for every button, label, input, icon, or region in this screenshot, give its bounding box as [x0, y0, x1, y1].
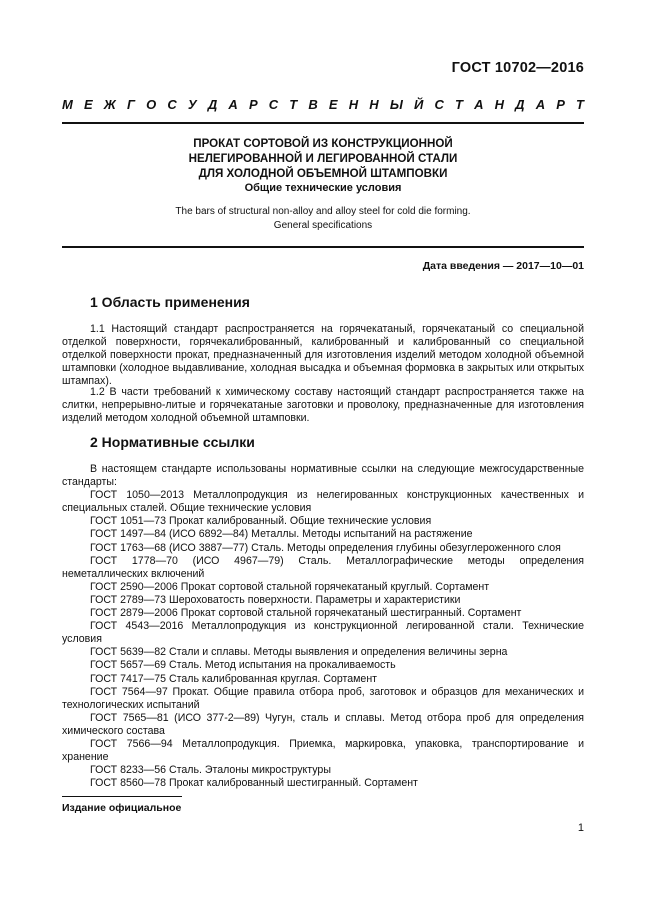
reference-item: ГОСТ 5657—69 Сталь. Метод испытания на прокаливаемость [90, 659, 396, 672]
section-2-heading: 2 Нормативные ссылки [90, 434, 255, 450]
references-intro: В настоящем стандарте использованы нормативные ссылки на следующие межгосударственные стандарты: [62, 463, 584, 489]
reference-item: ГОСТ 5639—82 Стали и сплавы. Методы выявления и определения величины зерна [90, 646, 508, 659]
section-1-paragraph-1: 1.1 Настоящий стандарт распространяется на горячекатаный, горячекатаный со специальной отделкой поверхности, горячекалиброванный, калиброванный и калиброванный со специальной отделкой поверхности прокат, предназначенный для изготовления изделий методом холодной объемной штамповки (холодное выдавливание, холодная высадка и объемная формовка в закрытых или открытых штампах). [62, 323, 584, 388]
title-line-3: ДЛЯ ХОЛОДНОЙ ОБЪЕМНОЙ ШТАМПОВКИ [198, 167, 448, 180]
gost-code: ГОСТ 10702—2016 [451, 60, 584, 76]
reference-item: ГОСТ 7417—75 Сталь калиброванная круглая. Сортамент [90, 672, 378, 685]
reference-item: ГОСТ 1051—73 Прокат калиброванный. Общие технические условия [90, 515, 432, 528]
document-title [62, 136, 584, 196]
english-title [62, 205, 584, 232]
english-title-line-2: General specifications [273, 219, 373, 231]
reference-item: ГОСТ 7566—94 Металлопродукция. Приемка, маркировка, упаковка, транспортирование и хранение [62, 737, 584, 764]
reference-item: ГОСТ 8233—56 Сталь. Эталоны микроструктуры [90, 764, 331, 777]
reference-item: ГОСТ 4543—2016 Металлопродукция из конструкционной легированной стали. Технические условия [62, 620, 584, 646]
reference-item: ГОСТ 2590—2006 Прокат сортовой стальной горячекатаный круглый. Сортамент [90, 580, 490, 593]
introduction-date: Дата введения — 2017—10—01 [422, 260, 584, 272]
interstate-standard-label: М Е Ж Г О С У Д А Р С Т В Е Н Н Ы Й С Т А Н Д А Р Т [62, 97, 584, 112]
official-edition-label: Издание официальное [62, 802, 182, 814]
normative-references [62, 463, 584, 790]
reference-item: ГОСТ 1763—68 (ИСО 3887—77) Сталь. Методы определения глубины обезуглероженного слоя [90, 541, 561, 554]
reference-item: ГОСТ 8560—78 Прокат калиброванный шестигранный. Сортамент [90, 777, 418, 790]
title-line-1: ПРОКАТ СОРТОВОЙ ИЗ КОНСТРУКЦИОННОЙ [193, 137, 453, 150]
header-divider [62, 122, 584, 124]
english-title-line-1: The bars of structural non-alloy and alloy steel for cold die forming. [175, 206, 471, 217]
footer-divider [62, 796, 182, 797]
reference-item: ГОСТ 1497—84 (ИСО 6892—84) Металлы. Методы испытаний на растяжение [90, 528, 473, 541]
reference-item: ГОСТ 1050—2013 Металлопродукция из нелегированных конструкционных качественных и специальных сталей. Общие технические условия [62, 489, 584, 515]
reference-item: ГОСТ 2879—2006 Прокат сортовой стальной горячекатаный шестигранный. Сортамент [90, 607, 522, 620]
title-divider [62, 246, 584, 248]
reference-item: ГОСТ 2789—73 Шероховатость поверхности. Параметры и характеристики [90, 593, 461, 606]
title-subtitle: Общие технические условия [244, 182, 402, 194]
section-1-heading: 1 Область применения [90, 294, 250, 310]
reference-item: ГОСТ 1778—70 (ИСО 4967—79) Сталь. Металлографические методы определения неметаллических включений [62, 554, 584, 580]
reference-item: ГОСТ 7565—81 (ИСО 377-2—89) Чугун, сталь и сплавы. Метод отбора проб для определения химического состава [62, 711, 584, 737]
section-1-paragraph-2: 1.2 В части требований к химическому составу настоящий стандарт распространяется также на слитки, непрерывно-литые и горячекатаные заготовки и проволоку, предназначенные для изготовления изделий методом холодной объемной штамповки. [62, 386, 584, 425]
reference-item: ГОСТ 7564—97 Прокат. Общие правила отбора проб, заготовок и образцов для механических и технологических испытаний [62, 685, 584, 711]
page-number: 1 [577, 822, 584, 834]
title-line-2: НЕЛЕГИРОВАННОЙ И ЛЕГИРОВАННОЙ СТАЛИ [188, 152, 458, 165]
